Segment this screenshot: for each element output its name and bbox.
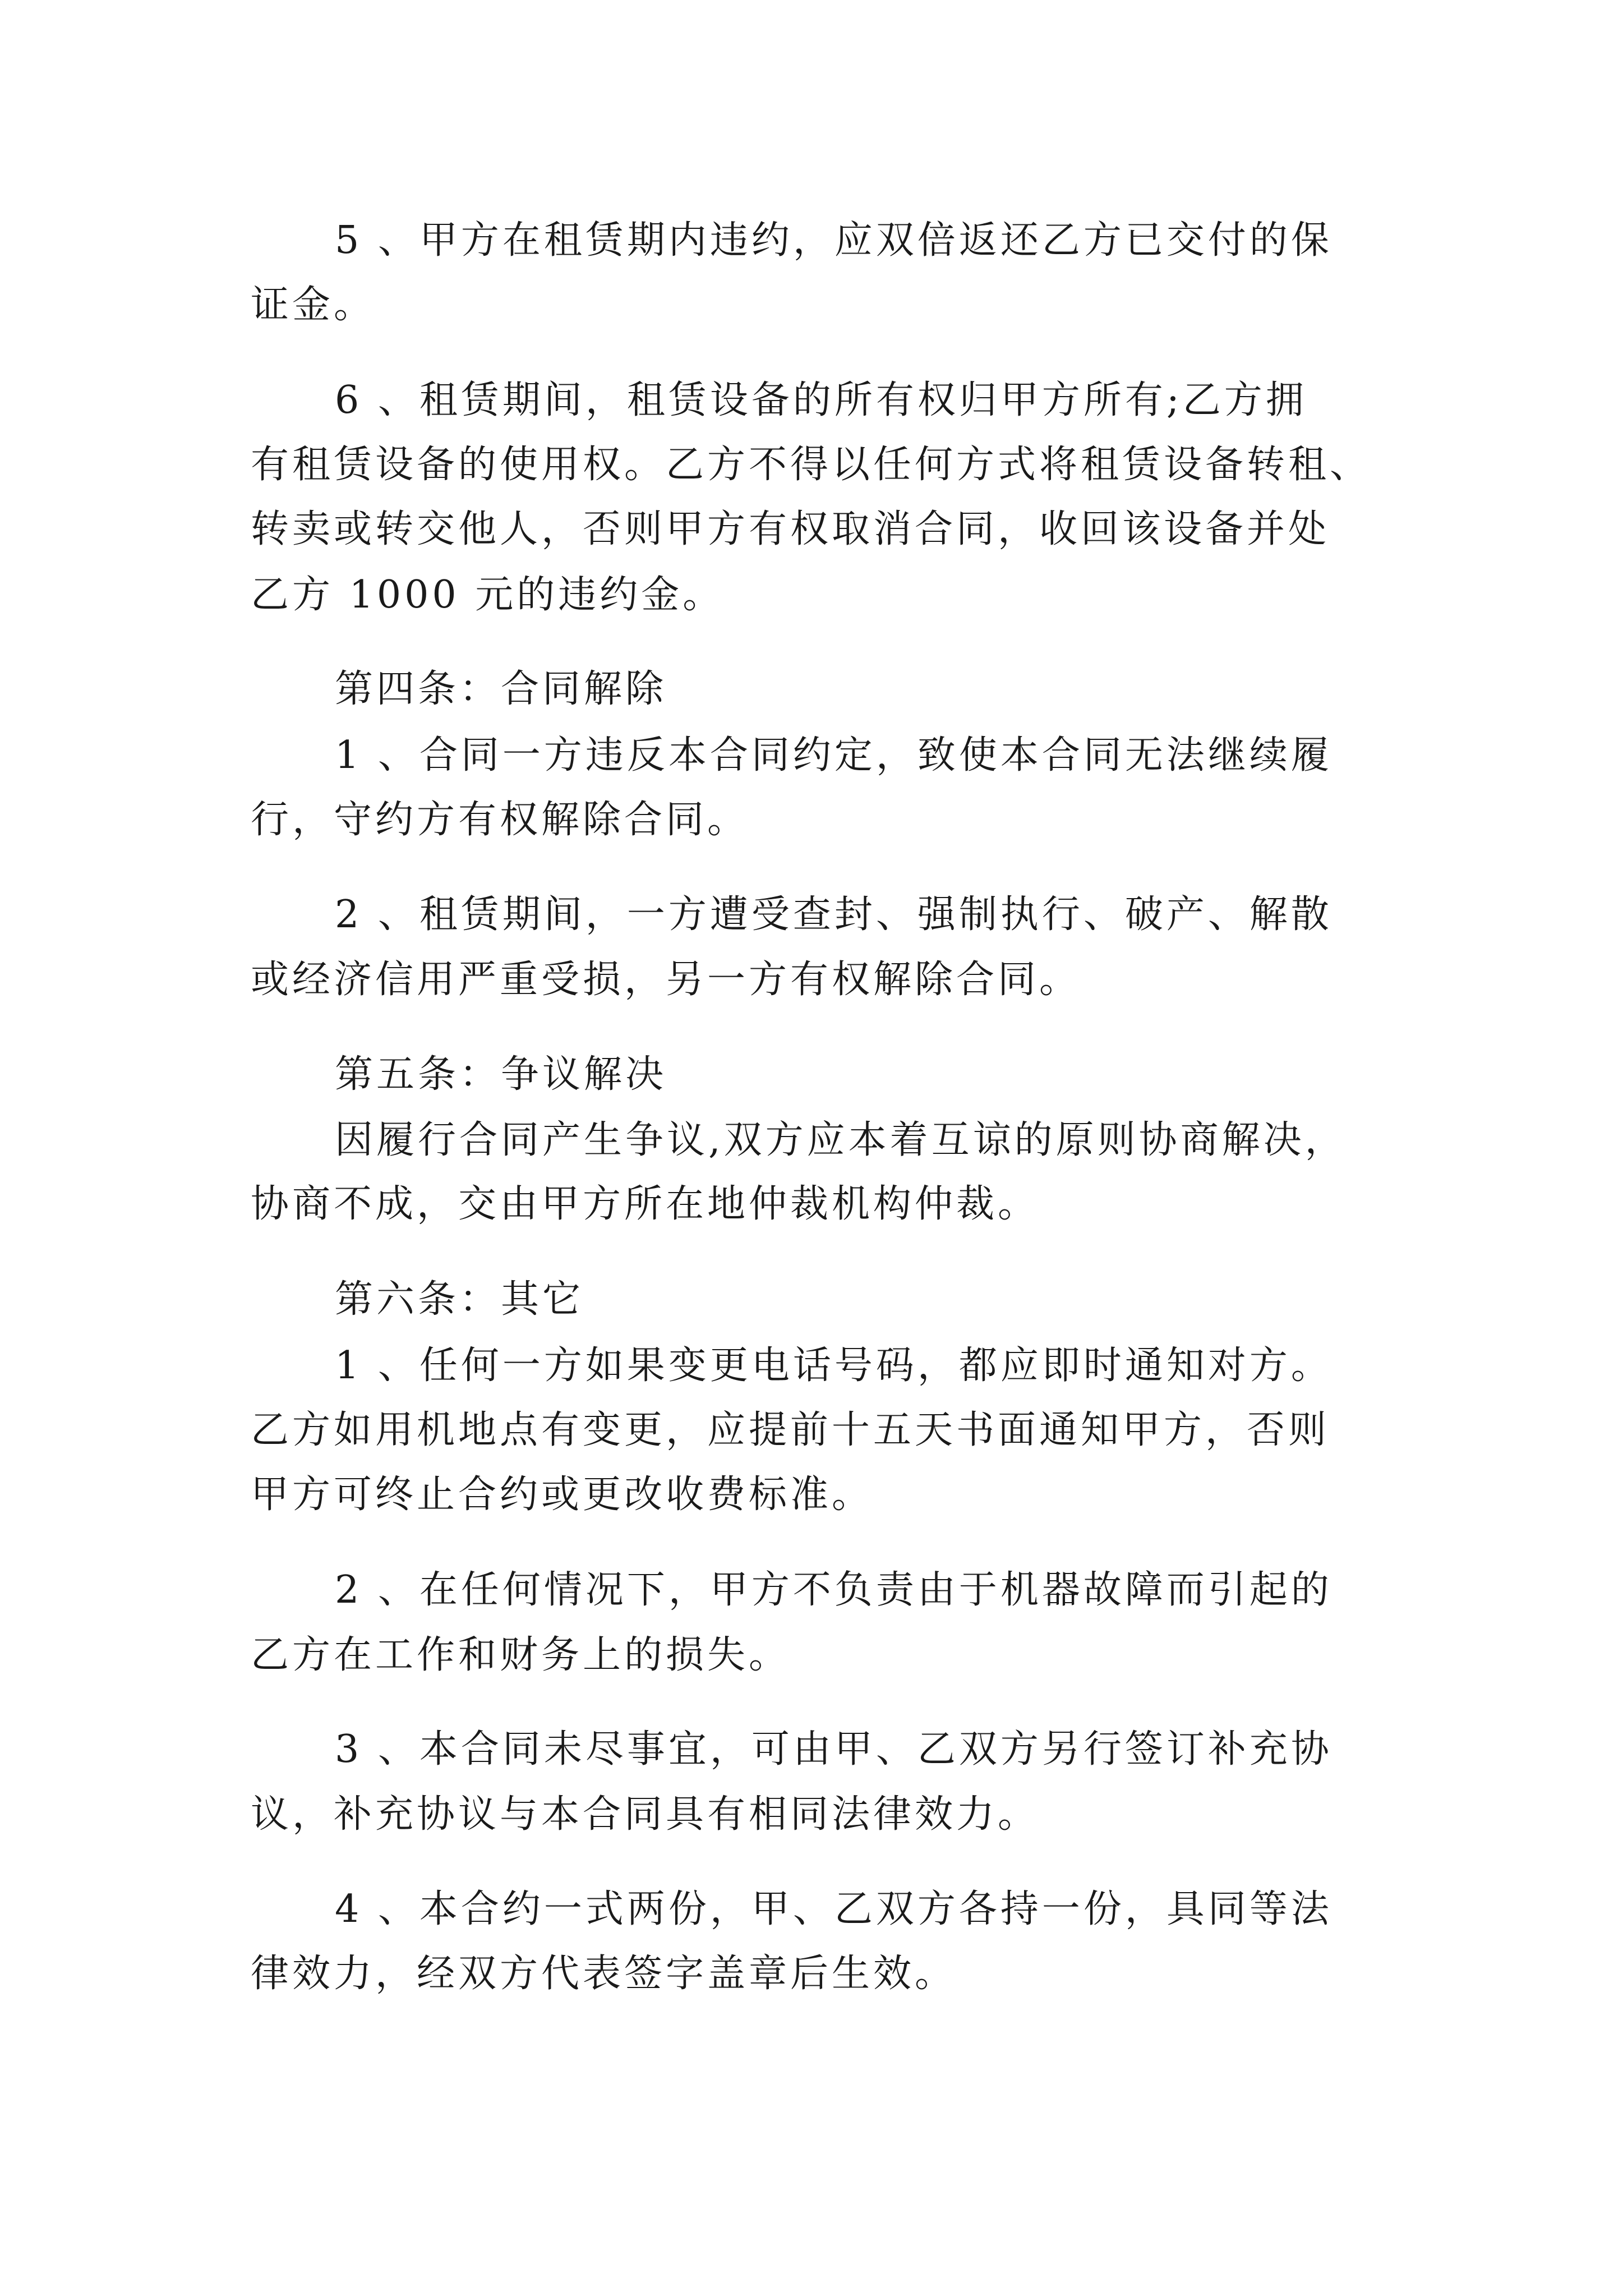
document-line: 律效力，经双方代表签字盖章后生效。 (251, 1952, 957, 1996)
document-line: 2 、租赁期间，一方遭受查封、强制执行、破产、解散 (335, 892, 1332, 937)
document-line: 乙方在工作和财务上的损失。 (251, 1633, 791, 1677)
document-line: 乙方 1000 元的违约金。 (251, 573, 725, 617)
document-line: 或经济信用严重受损，另一方有权解除合同。 (251, 958, 1081, 1002)
document-line: 协商不成，交由甲方所在地仲裁机构仲裁。 (251, 1182, 1040, 1226)
document-line: 第六条：其它 (335, 1277, 584, 1322)
document-line: 第四条：合同解除 (335, 667, 667, 711)
document-line: 议，补充协议与本合同具有相同法律效力。 (251, 1792, 1040, 1837)
document-line: 5 、甲方在租赁期内违约，应双倍返还乙方已交付的保 (335, 218, 1332, 263)
document-line: 1 、任何一方如果变更电话号码，都应即时通知对方。 (335, 1343, 1332, 1388)
document-line: 行，守约方有权解除合同。 (251, 798, 749, 842)
document-line: 1 、合同一方违反本合同约定，致使本合同无法继续履 (335, 733, 1332, 777)
document-line: 乙方如用机地点有变更，应提前十五天书面通知甲方，否则 (251, 1408, 1330, 1452)
document-line: 有租赁设备的使用权。乙方不得以任何方式将租赁设备转租、 (251, 443, 1372, 487)
document-line: 4 、本合约一式两份，甲、乙双方各持一份，具同等法 (335, 1887, 1332, 1931)
document-line: 2 、在任何情况下，甲方不负责由于机器故障而引起的 (335, 1568, 1332, 1612)
document-line: 第五条：争议解决 (335, 1052, 667, 1097)
document-line: 转卖或转交他人，否则甲方有权取消合同，收回该设备并处 (251, 507, 1330, 551)
document-line: 6 、租赁期间，租赁设备的所有权归甲方所有;乙方拥 (335, 378, 1307, 422)
document-line: 甲方可终止合约或更改收费标准。 (251, 1473, 874, 1517)
document-line: 证金。 (251, 283, 376, 327)
document-line: 3 、本合同未尽事宜，可由甲、乙双方另行签订补充协 (335, 1727, 1332, 1772)
document-line: 因履行合同产生争议,双方应本着互谅的原则协商解决， (335, 1118, 1347, 1162)
